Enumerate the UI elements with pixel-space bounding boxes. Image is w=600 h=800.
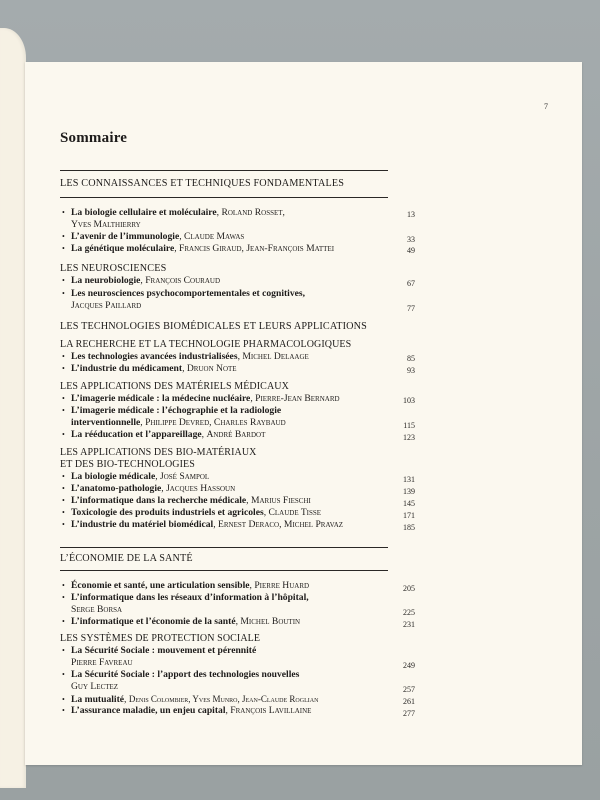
bullet-icon: • bbox=[62, 520, 65, 529]
bullet-icon: • bbox=[62, 484, 65, 493]
section-heading: LES NEUROSCIENCES bbox=[60, 263, 167, 274]
toc-page-number: 85 bbox=[407, 354, 415, 363]
bullet-icon: • bbox=[62, 706, 65, 715]
facing-page-edge bbox=[0, 28, 26, 788]
toc-entry: • La mutualité, Denis Colombier, Yves Munro, Jean-Claude Roglian bbox=[62, 694, 319, 705]
toc-page-number: 139 bbox=[403, 487, 415, 496]
toc-page-number: 277 bbox=[403, 709, 415, 718]
bullet-icon: • bbox=[62, 289, 65, 298]
divider-rule bbox=[60, 570, 388, 571]
divider-rule bbox=[60, 170, 388, 171]
toc-entry: • La biologie cellulaire et moléculaire, Roland Rosset, bbox=[62, 207, 285, 218]
subsection-heading: ET DES BIO-TECHNOLOGIES bbox=[60, 459, 195, 470]
divider-rule bbox=[60, 547, 388, 548]
toc-page-number: 33 bbox=[407, 235, 415, 244]
toc-entry: • L’imagerie médicale : la médecine nucléaire, Pierre-Jean Bernard bbox=[62, 393, 340, 404]
toc-page-number: 225 bbox=[403, 608, 415, 617]
bullet-icon: • bbox=[62, 617, 65, 626]
toc-entry: • L’imagerie médicale : l’échographie et la radiologie bbox=[62, 405, 282, 416]
toc-entry: • L’industrie du matériel biomédical, Ernest Deraco, Michel Pravaz bbox=[62, 519, 344, 530]
toc-page-number: 171 bbox=[403, 511, 415, 520]
bullet-icon: • bbox=[62, 406, 65, 415]
toc-entry: • L’informatique dans les réseaux d’information à l’hôpital, bbox=[62, 592, 309, 603]
subsection-heading: LES APPLICATIONS DES MATÉRIELS MÉDICAUX bbox=[60, 381, 289, 392]
bullet-icon: • bbox=[62, 364, 65, 373]
section-heading: LES CONNAISSANCES ET TECHNIQUES FONDAMENTALES bbox=[60, 178, 345, 189]
toc-page-number: 145 bbox=[403, 499, 415, 508]
bullet-icon: • bbox=[62, 593, 65, 602]
toc-page-number: 49 bbox=[407, 246, 415, 255]
toc-entry: • L’avenir de l’immunologie, Claude Mawas bbox=[62, 231, 245, 242]
bullet-icon: • bbox=[62, 695, 65, 704]
bullet-icon: • bbox=[62, 581, 65, 590]
toc-entry: • Toxicologie des produits industriels et agricoles, Claude Tisse bbox=[62, 507, 322, 518]
section-heading: LES TECHNOLOGIES BIOMÉDICALES ET LEURS APPLICATIONS bbox=[60, 321, 367, 332]
toc-entry: • L’anatomo-pathologie, Jacques Hassoun bbox=[62, 483, 236, 494]
bullet-icon: • bbox=[62, 472, 65, 481]
toc-entry: • L’informatique dans la recherche médicale, Marius Fieschi bbox=[62, 495, 311, 506]
toc-entry: • Économie et santé, une articulation sensible, Pierre Huard bbox=[62, 580, 310, 591]
section-heading: L’ÉCONOMIE DE LA SANTÉ bbox=[60, 553, 193, 564]
toc-page-number: 77 bbox=[407, 304, 415, 313]
bullet-icon: • bbox=[62, 352, 65, 361]
toc-page-number: 67 bbox=[407, 279, 415, 288]
toc-page-number: 185 bbox=[403, 523, 415, 532]
toc-entry-continuation: interventionnelle, Philippe Devred, Charles Raybaud bbox=[71, 417, 286, 428]
toc-page-number: 231 bbox=[403, 620, 415, 629]
toc-page-number: 249 bbox=[403, 661, 415, 670]
toc-entry-authors: Pierre Favreau bbox=[71, 657, 133, 668]
toc-entry: • Les technologies avancées industrialisées, Michel Delaage bbox=[62, 351, 309, 362]
toc-entry-authors: Guy Lectez bbox=[71, 681, 119, 692]
toc-entry: • Les neurosciences psychocomportementales et cognitives, bbox=[62, 288, 306, 299]
page-number: 7 bbox=[544, 102, 548, 111]
subsection-heading: LES APPLICATIONS DES BIO-MATÉRIAUX bbox=[60, 447, 257, 458]
toc-entry: • La Sécurité Sociale : l’apport des technologies nouvelles bbox=[62, 669, 300, 680]
bullet-icon: • bbox=[62, 208, 65, 217]
bullet-icon: • bbox=[62, 430, 65, 439]
toc-entry: • La Sécurité Sociale : mouvement et pérennité bbox=[62, 645, 257, 656]
toc-page-number: 257 bbox=[403, 685, 415, 694]
bullet-icon: • bbox=[62, 232, 65, 241]
toc-entry: • La génétique moléculaire, Francis Giraud, Jean-François Mattei bbox=[62, 243, 335, 254]
subsection-heading: LA RECHERCHE ET LA TECHNOLOGIE PHARMACOLOGIQUES bbox=[60, 339, 352, 350]
toc-page-number: 261 bbox=[403, 697, 415, 706]
divider-rule bbox=[60, 197, 388, 198]
toc-page-number: 93 bbox=[407, 366, 415, 375]
toc-entry-authors: Yves Malthierry bbox=[71, 219, 141, 230]
toc-entry-authors: Jacques Paillard bbox=[71, 300, 142, 311]
toc-page-number: 103 bbox=[403, 396, 415, 405]
toc-entry: • L’industrie du médicament, Druon Note bbox=[62, 363, 237, 374]
toc-page-number: 205 bbox=[403, 584, 415, 593]
bullet-icon: • bbox=[62, 276, 65, 285]
toc-entry: • La biologie médicale, José Sampol bbox=[62, 471, 210, 482]
toc-page-number: 131 bbox=[403, 475, 415, 484]
toc-entry-authors: Serge Borsa bbox=[71, 604, 123, 615]
page-title: Sommaire bbox=[60, 130, 128, 146]
toc-entry: • La neurobiologie, François Couraud bbox=[62, 275, 220, 286]
toc-entry: • L’informatique et l’économie de la santé, Michel Boutin bbox=[62, 616, 301, 627]
toc-page-number: 115 bbox=[403, 421, 415, 430]
bullet-icon: • bbox=[62, 646, 65, 655]
bullet-icon: • bbox=[62, 496, 65, 505]
subsection-heading: LES SYSTÈMES DE PROTECTION SOCIALE bbox=[60, 633, 261, 644]
toc-entry: • La rééducation et l’appareillage, André Bardot bbox=[62, 429, 266, 440]
bullet-icon: • bbox=[62, 244, 65, 253]
toc-page-number: 13 bbox=[407, 210, 415, 219]
bullet-icon: • bbox=[62, 670, 65, 679]
toc-page-number: 123 bbox=[403, 433, 415, 442]
bullet-icon: • bbox=[62, 508, 65, 517]
bullet-icon: • bbox=[62, 394, 65, 403]
toc-entry: • L’assurance maladie, un enjeu capital, François Lavillaine bbox=[62, 705, 312, 716]
